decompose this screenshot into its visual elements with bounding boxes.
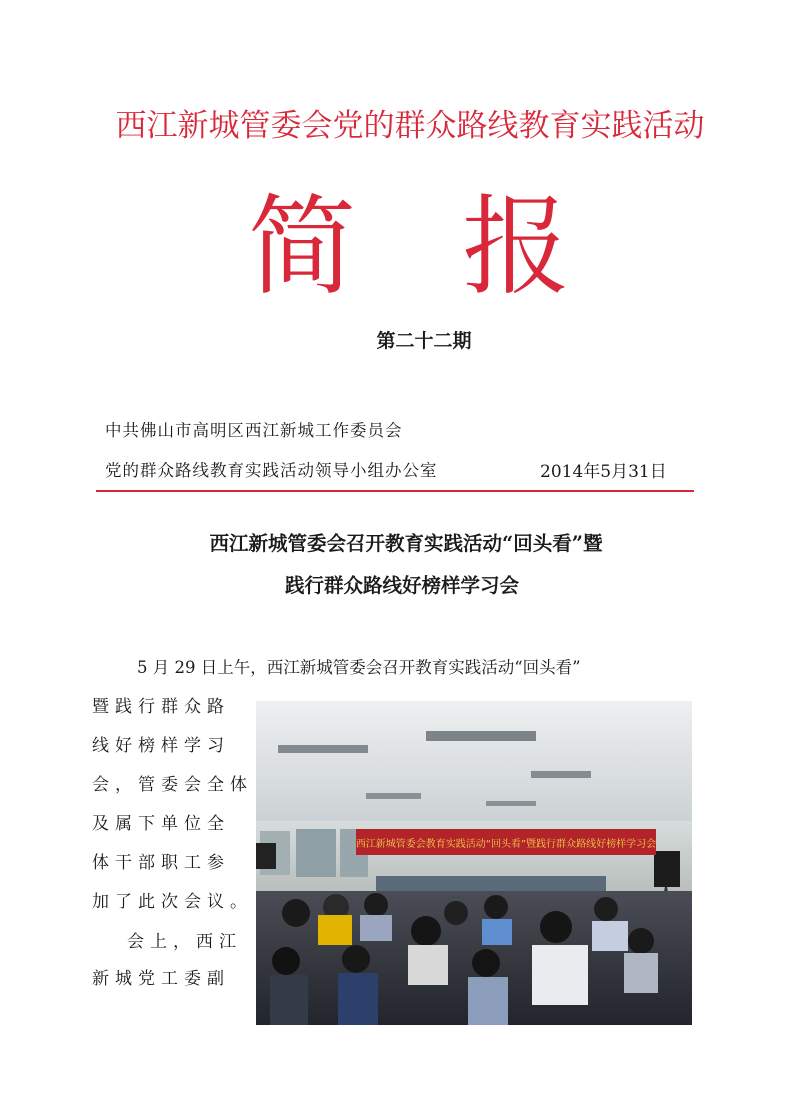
column-text-line: 新城党工委副 [92, 969, 230, 989]
column-text-line: 加了此次会议。 [92, 892, 253, 912]
column-text-line: 线好榜样学习 [92, 736, 230, 756]
headline-line-2: 践行群众路线好榜样学习会 [284, 574, 519, 597]
column-text-line: 会上，西江 [127, 932, 242, 952]
red-divider [96, 490, 694, 492]
headline-line-1: 西江新城管委会召开教育实践活动“回头看”暨 [209, 532, 603, 555]
issue-number: 第二十二期 [376, 330, 472, 352]
brief-title-char: 报 [462, 185, 571, 310]
lead-paragraph: 5 月 29 日上午，西江新城管委会召开教育实践活动“回头看” [137, 658, 581, 677]
column-text-line: 会，管委会全体 [92, 775, 253, 795]
org-title: 西江新城管委会党的群众路线教育实践活动 [115, 108, 705, 144]
column-text-line: 体干部职工参 [92, 853, 230, 873]
issuer-line-1: 中共佛山市高明区西江新城工作委员会 [105, 421, 403, 440]
column-text-line: 暨践行群众路 [92, 697, 230, 717]
issue-date: 2014年5月31日 [540, 462, 667, 482]
brief-title-char: 简 [248, 185, 357, 310]
column-text-line: 及属下单位全 [92, 814, 230, 834]
meeting-photo [256, 701, 692, 1025]
photo-banner-text: 西江新城管委会教育实践活动“回头看”暨践行群众路线好榜样学习会 [355, 839, 657, 850]
issuer-line-2: 党的群众路线教育实践活动领导小组办公室 [105, 461, 438, 480]
